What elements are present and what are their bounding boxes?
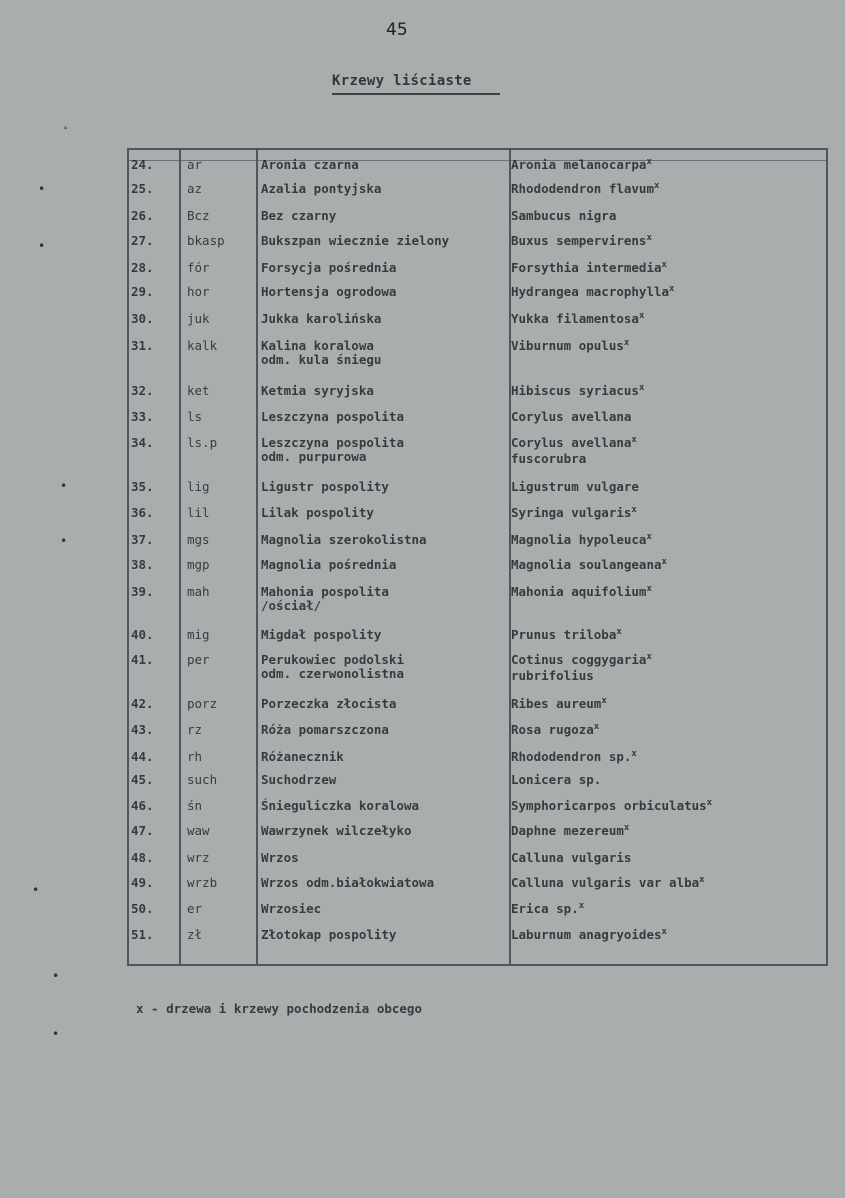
latin-name-line: Syringa vulgaris$^x$ xyxy=(511,505,637,520)
latin-name-cell xyxy=(511,312,644,328)
polish-name-line: Wrzosiec xyxy=(261,901,322,916)
polish-name-line: odm. kula śniegu xyxy=(261,352,382,367)
abbreviation-cell: ls xyxy=(187,409,203,424)
latin-name-line: Hydrangea macrophylla$^x$ xyxy=(511,284,675,299)
polish-name-cell xyxy=(261,653,404,681)
polish-name-line: Bukszpan wiecznie zielony xyxy=(261,233,450,248)
margin-dot: • xyxy=(60,479,68,493)
latin-name-cell xyxy=(511,533,652,549)
latin-name-cell xyxy=(511,697,607,713)
latin-name-line: Mahonia aquifolium$^x$ xyxy=(511,584,652,599)
foreign-origin-mark: x xyxy=(654,181,660,191)
page-title: Krzewy liściaste xyxy=(332,73,500,95)
row-number: 24. xyxy=(131,157,154,172)
foreign-origin-mark: x xyxy=(601,696,607,706)
row-number: 36. xyxy=(131,505,154,520)
latin-name-cell xyxy=(511,773,601,787)
latin-name-cell xyxy=(511,902,584,918)
polish-name-line: Hortensja ogrodowa xyxy=(261,284,397,299)
polish-name-line: Mahonia pospolita xyxy=(261,584,389,599)
foreign-origin-mark: x xyxy=(661,927,667,937)
foreign-origin-mark: x xyxy=(578,901,585,911)
foreign-origin-mark: x xyxy=(646,157,652,167)
polish-name-cell xyxy=(261,209,336,223)
foreign-origin-mark: x xyxy=(631,505,637,515)
foreign-origin-mark: x xyxy=(593,722,600,732)
margin-dot: • xyxy=(38,239,46,253)
abbreviation-cell: wrzb xyxy=(187,875,218,890)
abbreviation-cell: porz xyxy=(187,696,218,711)
abbreviation-cell: rh xyxy=(187,749,203,764)
polish-name-cell xyxy=(261,312,381,326)
latin-name-line: Magnolia soulangeana$^x$ xyxy=(511,557,667,572)
row-number: 43. xyxy=(131,722,154,737)
page-number: 45 xyxy=(386,20,408,40)
abbreviation-cell: fór xyxy=(187,260,210,275)
latin-name-line: Magnolia hypoleuca$^x$ xyxy=(511,532,652,547)
row-number: 29. xyxy=(131,284,154,299)
latin-name-line: Symphoricarpos orbiculatus$^x$ xyxy=(511,798,713,813)
row-number: 25. xyxy=(131,181,154,196)
latin-name-cell xyxy=(511,261,667,277)
table-top-rule xyxy=(129,160,826,161)
abbreviation-cell: er xyxy=(187,901,203,916)
foreign-origin-mark: x xyxy=(699,875,705,885)
polish-name-line: Kalina koralowa xyxy=(261,338,374,353)
abbreviation-cell: lil xyxy=(187,505,210,520)
row-number: 42. xyxy=(131,696,154,711)
row-number: 32. xyxy=(131,383,154,398)
polish-name-line: Migdał pospolity xyxy=(261,627,382,642)
polish-name-cell xyxy=(261,533,427,547)
polish-name-cell xyxy=(261,628,381,642)
foreign-origin-mark: x xyxy=(631,749,637,759)
row-number: 37. xyxy=(131,532,154,547)
latin-name-line: Lonicera sp. xyxy=(511,772,602,787)
polish-name-line: odm. purpurowa xyxy=(261,449,367,464)
latin-name-line: Sambucus nigra xyxy=(511,208,617,223)
latin-name-line: Daphne mezereum$^x$ xyxy=(511,823,630,838)
abbreviation-cell: bkasp xyxy=(187,233,225,248)
latin-name-line: Cotinus coggygaria$^x$ xyxy=(511,652,652,667)
abbreviation-cell: per xyxy=(187,652,210,667)
abbreviation-cell: ket xyxy=(187,383,210,398)
abbreviation-cell: az xyxy=(187,181,203,196)
footnote: x - drzewa i krzewy pochodzenia obcego xyxy=(136,1001,422,1016)
latin-name-cell xyxy=(511,585,652,601)
foreign-origin-mark: x xyxy=(661,557,667,567)
polish-name-line: Śnieguliczka koralowa xyxy=(261,798,420,813)
margin-dot: • xyxy=(38,182,46,196)
row-number: 33. xyxy=(131,409,154,424)
polish-name-cell xyxy=(261,261,396,275)
latin-name-cell xyxy=(511,436,637,466)
latin-name-cell xyxy=(511,234,652,250)
latin-name-cell xyxy=(511,285,674,301)
foreign-origin-mark: x xyxy=(616,627,622,637)
polish-name-cell xyxy=(261,285,396,299)
polish-name-line: Wawrzynek wilczełyko xyxy=(261,823,412,838)
latin-name-line: Ribes aureum$^x$ xyxy=(511,696,607,711)
foreign-origin-mark: x xyxy=(646,652,652,662)
foreign-origin-mark: x xyxy=(706,798,713,808)
polish-name-cell xyxy=(261,436,404,464)
latin-name-line: Rosa rugoza$^x$ xyxy=(511,722,600,737)
polish-name-cell xyxy=(261,799,419,813)
latin-name-cell xyxy=(511,209,616,223)
polish-name-line: Aronia czarna xyxy=(261,157,359,172)
latin-name-line: Corylus avellana$^x$ xyxy=(511,435,637,450)
latin-name-line: Buxus sempervirens$^x$ xyxy=(511,233,652,248)
abbreviation-cell: wrz xyxy=(187,850,210,865)
abbreviation-cell: juk xyxy=(187,311,210,326)
latin-name-cell xyxy=(511,876,705,892)
abbreviation-cell: mgp xyxy=(187,557,210,572)
row-number: 38. xyxy=(131,557,154,572)
latin-name-line: Forsythia intermedia$^x$ xyxy=(511,260,667,275)
polish-name-line: Leszczyna pospolita xyxy=(261,409,404,424)
foreign-origin-mark: x xyxy=(638,311,645,321)
latin-name-line: Viburnum opulus$^x$ xyxy=(511,338,630,353)
abbreviation-cell: waw xyxy=(187,823,210,838)
latin-name-cell xyxy=(511,480,639,494)
row-number: 44. xyxy=(131,749,154,764)
row-number: 31. xyxy=(131,338,154,353)
column-divider xyxy=(179,150,181,964)
polish-name-cell xyxy=(261,480,389,494)
latin-name-line: Ligustrum vulgare xyxy=(511,479,639,494)
polish-name-line: Różanecznik xyxy=(261,749,344,764)
row-number: 30. xyxy=(131,311,154,326)
abbreviation-cell: Bcz xyxy=(187,208,210,223)
polish-name-line: Jukka karolińska xyxy=(261,311,382,326)
abbreviation-cell: such xyxy=(187,772,218,787)
polish-name-cell xyxy=(261,773,336,787)
abbreviation-cell: mig xyxy=(187,627,210,642)
species-table xyxy=(127,148,828,966)
polish-name-cell xyxy=(261,876,434,890)
polish-name-cell xyxy=(261,585,389,613)
foreign-origin-mark: x xyxy=(623,823,630,833)
row-number: 47. xyxy=(131,823,154,838)
abbreviation-cell: lig xyxy=(187,479,210,494)
latin-name-line: Erica sp.$^x$ xyxy=(511,901,585,916)
row-number: 27. xyxy=(131,233,154,248)
latin-name-cell xyxy=(511,410,631,424)
polish-name-cell xyxy=(261,902,321,916)
polish-name-line: Złotokap pospolity xyxy=(261,927,397,942)
column-divider xyxy=(256,150,258,964)
abbreviation-cell: śn xyxy=(187,798,203,813)
row-number: 40. xyxy=(131,627,154,642)
margin-dot: ˳ xyxy=(62,115,70,129)
abbreviation-cell: mgs xyxy=(187,532,210,547)
latin-name-line: fuscorubra xyxy=(511,451,587,466)
foreign-origin-mark: x xyxy=(646,233,652,243)
latin-name-cell xyxy=(511,628,622,644)
polish-name-line: Azalia pontyjska xyxy=(261,181,382,196)
abbreviation-cell: ar xyxy=(187,157,203,172)
row-number: 46. xyxy=(131,798,154,813)
row-number: 35. xyxy=(131,479,154,494)
latin-name-line: Corylus avellana xyxy=(511,409,632,424)
latin-name-cell xyxy=(511,182,659,198)
latin-name-cell xyxy=(511,799,712,815)
row-number: 39. xyxy=(131,584,154,599)
polish-name-line: Suchodrzew xyxy=(261,772,337,787)
latin-name-cell xyxy=(511,558,667,574)
polish-name-line: Ketmia syryjska xyxy=(261,383,374,398)
polish-name-line: Leszczyna pospolita xyxy=(261,435,404,450)
latin-name-line: rubrifolius xyxy=(511,668,594,683)
polish-name-line: Magnolia pośrednia xyxy=(261,557,397,572)
row-number: 51. xyxy=(131,927,154,942)
row-number: 28. xyxy=(131,260,154,275)
latin-name-cell xyxy=(511,750,637,766)
latin-name-cell xyxy=(511,158,652,174)
polish-name-line: Bez czarny xyxy=(261,208,337,223)
polish-name-line: /ościał/ xyxy=(261,598,322,613)
polish-name-line: Perukowiec podolski xyxy=(261,652,404,667)
foreign-origin-mark: x xyxy=(661,260,667,270)
row-number: 34. xyxy=(131,435,154,450)
polish-name-line: Wrzos xyxy=(261,850,299,865)
margin-dot: • xyxy=(60,534,68,548)
latin-name-cell xyxy=(511,653,652,683)
abbreviation-cell: hor xyxy=(187,284,210,299)
abbreviation-cell: ls.p xyxy=(187,435,218,450)
polish-name-cell xyxy=(261,928,396,942)
polish-name-cell xyxy=(261,723,389,737)
row-number: 48. xyxy=(131,850,154,865)
foreign-origin-mark: x xyxy=(638,383,645,393)
polish-name-cell xyxy=(261,339,381,367)
latin-name-line: Yukka filamentosa$^x$ xyxy=(511,311,645,326)
polish-name-cell xyxy=(261,158,359,172)
latin-name-cell xyxy=(511,928,667,944)
foreign-origin-mark: x xyxy=(669,284,675,294)
latin-name-cell xyxy=(511,384,644,400)
latin-name-cell xyxy=(511,723,599,739)
polish-name-cell xyxy=(261,697,396,711)
row-number: 49. xyxy=(131,875,154,890)
foreign-origin-mark: x xyxy=(646,532,652,542)
row-number: 26. xyxy=(131,208,154,223)
margin-dot: • xyxy=(32,883,40,897)
row-number: 50. xyxy=(131,901,154,916)
latin-name-line: Laburnum anagryoides$^x$ xyxy=(511,927,667,942)
latin-name-cell xyxy=(511,851,631,865)
polish-name-cell xyxy=(261,506,374,520)
polish-name-cell xyxy=(261,824,412,838)
polish-name-line: Wrzos odm.białokwiatowa xyxy=(261,875,435,890)
polish-name-cell xyxy=(261,558,396,572)
polish-name-cell xyxy=(261,384,374,398)
polish-name-line: Ligustr pospolity xyxy=(261,479,389,494)
latin-name-line: Prunus triloba$^x$ xyxy=(511,627,622,642)
latin-name-line: Calluna vulgaris xyxy=(511,850,632,865)
polish-name-line: Magnolia szerokolistna xyxy=(261,532,427,547)
abbreviation-cell: rz xyxy=(187,722,203,737)
polish-name-line: Róża pomarszczona xyxy=(261,722,389,737)
foreign-origin-mark: x xyxy=(623,338,630,348)
polish-name-cell xyxy=(261,182,381,196)
margin-dot: • xyxy=(52,969,60,983)
polish-name-line: Lilak pospolity xyxy=(261,505,374,520)
polish-name-cell xyxy=(261,410,404,424)
row-number: 45. xyxy=(131,772,154,787)
margin-dot: • xyxy=(52,1027,60,1041)
foreign-origin-mark: x xyxy=(646,584,652,594)
polish-name-line: odm. czerwonolistna xyxy=(261,666,404,681)
polish-name-line: Porzeczka złocista xyxy=(261,696,397,711)
latin-name-line: Hibiscus syriacus$^x$ xyxy=(511,383,645,398)
row-number: 41. xyxy=(131,652,154,667)
polish-name-cell xyxy=(261,234,449,248)
polish-name-line: Forsycja pośrednia xyxy=(261,260,397,275)
latin-name-line: Rhododendron flavum$^x$ xyxy=(511,181,660,196)
abbreviation-cell: mah xyxy=(187,584,210,599)
latin-name-cell xyxy=(511,506,637,522)
latin-name-line: Calluna vulgaris var alba$^x$ xyxy=(511,875,705,890)
latin-name-line: Aronia melanocarpa$^x$ xyxy=(511,157,652,172)
polish-name-cell xyxy=(261,851,299,865)
abbreviation-cell: zł xyxy=(187,927,203,942)
latin-name-line: Rhododendron sp.$^x$ xyxy=(511,749,637,764)
latin-name-cell xyxy=(511,339,629,355)
latin-name-cell xyxy=(511,824,629,840)
abbreviation-cell: kalk xyxy=(187,338,218,353)
foreign-origin-mark: x xyxy=(631,435,637,445)
polish-name-cell xyxy=(261,750,344,764)
